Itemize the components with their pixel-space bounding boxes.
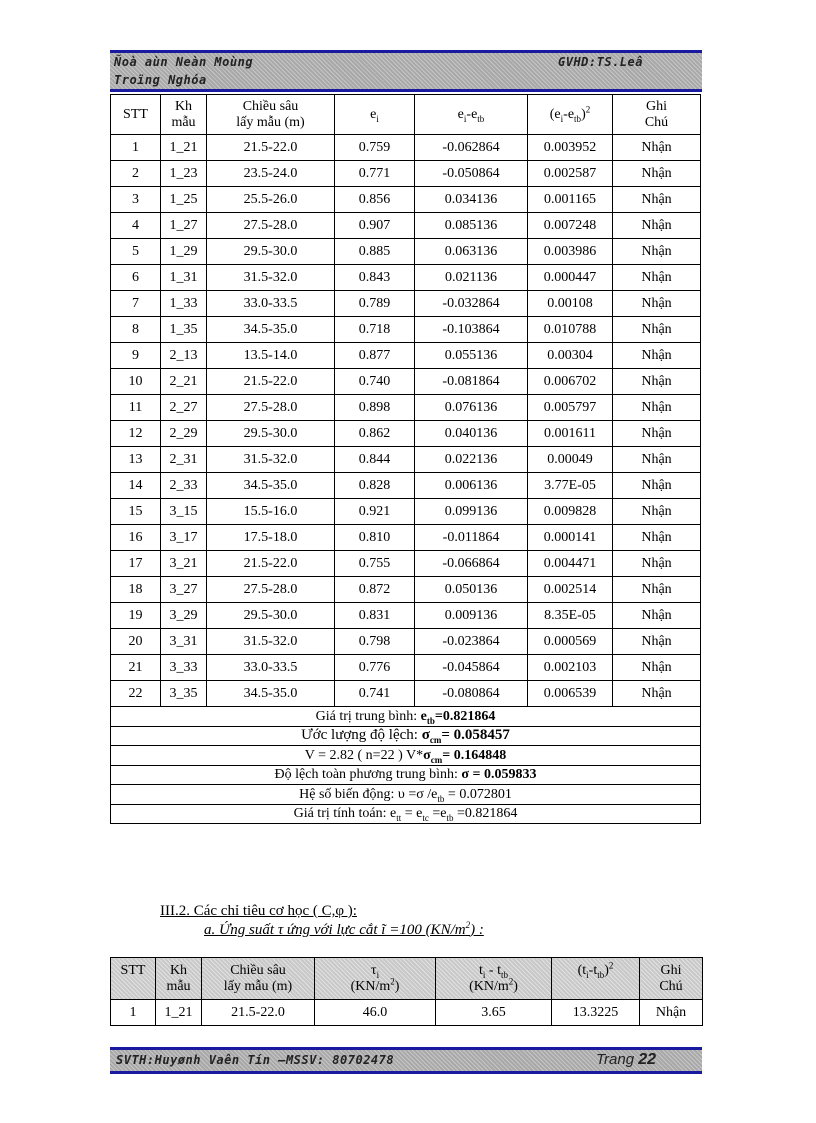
col-note: Ghi Chú (640, 958, 703, 1000)
table-row (111, 447, 701, 473)
table-row (111, 369, 701, 395)
summary-v-criterion: V = 2.82 ( n=22 ) $V*\sigma_{cm}= 0.164848$ (111, 746, 701, 766)
row-depth: 31.5-32.0 (207, 629, 335, 655)
row-sample-id: 3_21 (161, 551, 207, 577)
row-stt: 9 (111, 343, 161, 369)
row-note: Nhận (613, 551, 701, 577)
row-sample-id: 2_31 (161, 447, 207, 473)
row-stt: 5 (111, 239, 161, 265)
row-squared-dev: 0.003986 (528, 239, 613, 265)
summary-deviation-estimate: Ước lượng độ lệch: $\sigma_{cm}= 0.058457$ (111, 726, 701, 746)
row-stt: 7 (111, 291, 161, 317)
row-note: Nhận (613, 395, 701, 421)
row-value: 0.898 (335, 395, 415, 421)
row-stt: 21 (111, 655, 161, 681)
footer-student: SVTH:Huyønh Vaên Tín –MSSV: 80702478 (116, 1053, 395, 1067)
row-stt: 8 (111, 317, 161, 343)
row-note: Nhận (613, 473, 701, 499)
col-tau-diff: $t_i - t_{tb}$ $(KN/m^2)$ (436, 958, 552, 1000)
table-row (111, 629, 701, 655)
row-deviation: -0.023864 (415, 629, 528, 655)
row-deviation: 0.006136 (415, 473, 528, 499)
row-depth: 29.5-30.0 (207, 239, 335, 265)
row-value: 0.828 (335, 473, 415, 499)
table-row (111, 499, 701, 525)
row-value: 0.844 (335, 447, 415, 473)
row-note: Nhận (613, 369, 701, 395)
row-sample-id: 2_13 (161, 343, 207, 369)
row-depth: 21.5-22.0 (207, 135, 335, 161)
row-stt: 10 (111, 369, 161, 395)
row-sample-id: 2_21 (161, 369, 207, 395)
table-row (111, 317, 701, 343)
row-sample-id: 1_21 (156, 1000, 202, 1026)
table-row (111, 161, 701, 187)
row-stt: 19 (111, 603, 161, 629)
row-value: 0.718 (335, 317, 415, 343)
row-squared-dev: 0.000447 (528, 265, 613, 291)
row-deviation: -0.066864 (415, 551, 528, 577)
summary-calculated-value: Giá trị tính toán: $e_{tt} = e_{tc} =e_{tb} =0.821864$ (111, 804, 701, 824)
col-depth: Chiều sâu lấy mẫu (m) (207, 95, 335, 135)
row-squared-dev: 0.00304 (528, 343, 613, 369)
row-squared-dev: 0.010788 (528, 317, 613, 343)
row-sample-id: 3_15 (161, 499, 207, 525)
row-stt: 15 (111, 499, 161, 525)
col-depth: Chiều sâu lấy mẫu (m) (202, 958, 315, 1000)
row-stt: 13 (111, 447, 161, 473)
table-header-row (111, 95, 701, 135)
row-depth: 15.5-16.0 (207, 499, 335, 525)
summary-coefficient-variation: Hệ số biến động: υ =σ $/e_{tb} = 0.072801$ (111, 785, 701, 805)
row-deviation: 0.055136 (415, 343, 528, 369)
row-squared-dev: 0.006702 (528, 369, 613, 395)
row-squared-dev: 0.000569 (528, 629, 613, 655)
row-squared-dev: 8.35E-05 (528, 603, 613, 629)
row-value: 46.0 (315, 1000, 436, 1026)
row-sample-id: 3_31 (161, 629, 207, 655)
row-value: 0.771 (335, 161, 415, 187)
row-deviation: -0.103864 (415, 317, 528, 343)
header-subtitle: Troïng Nghóa (114, 73, 207, 87)
row-deviation: -0.062864 (415, 135, 528, 161)
row-depth: 29.5-30.0 (207, 421, 335, 447)
row-deviation: 0.021136 (415, 265, 528, 291)
footer-page: Trang 22 (596, 1051, 657, 1068)
row-depth: 27.5-28.0 (207, 577, 335, 603)
row-note: Nhận (613, 655, 701, 681)
row-depth: 31.5-32.0 (207, 447, 335, 473)
row-stt: 1 (111, 135, 161, 161)
row-deviation: -0.011864 (415, 525, 528, 551)
row-deviation: 0.085136 (415, 213, 528, 239)
row-deviation: 0.050136 (415, 577, 528, 603)
table-row (111, 239, 701, 265)
row-deviation: 3.65 (436, 1000, 552, 1026)
row-depth: 27.5-28.0 (207, 213, 335, 239)
row-squared-dev: 0.006539 (528, 681, 613, 707)
section-subtitle: a. Ứng suất τ ứng với lực cắt ĩ =100 $(KN/m^2)$ : (204, 920, 484, 938)
table-row (111, 265, 701, 291)
row-sample-id: 3_35 (161, 681, 207, 707)
row-note: Nhận (613, 499, 701, 525)
row-stt: 18 (111, 577, 161, 603)
row-depth: 25.5-26.0 (207, 187, 335, 213)
row-depth: 17.5-18.0 (207, 525, 335, 551)
row-stt: 17 (111, 551, 161, 577)
row-squared-dev: 0.009828 (528, 499, 613, 525)
row-note: Nhận (613, 317, 701, 343)
row-value: 0.872 (335, 577, 415, 603)
row-deviation: -0.080864 (415, 681, 528, 707)
row-stt: 6 (111, 265, 161, 291)
row-depth: 34.5-35.0 (207, 681, 335, 707)
page-footer (110, 1047, 702, 1074)
row-deviation: 0.009136 (415, 603, 528, 629)
row-note: Nhận (613, 343, 701, 369)
row-sample-id: 1_25 (161, 187, 207, 213)
row-value: 0.843 (335, 265, 415, 291)
row-squared-dev: 0.00108 (528, 291, 613, 317)
row-depth: 27.5-28.0 (207, 395, 335, 421)
row-stt: 22 (111, 681, 161, 707)
row-deviation: -0.081864 (415, 369, 528, 395)
row-sample-id: 1_33 (161, 291, 207, 317)
row-value: 0.776 (335, 655, 415, 681)
row-note: Nhận (613, 603, 701, 629)
row-note: Nhận (613, 447, 701, 473)
col-sample-id: Kh mẫu (156, 958, 202, 1000)
row-depth: 21.5-22.0 (207, 369, 335, 395)
row-value: 0.831 (335, 603, 415, 629)
row-stt: 11 (111, 395, 161, 421)
row-squared-dev: 0.005797 (528, 395, 613, 421)
row-squared-dev: 13.3225 (552, 1000, 640, 1026)
row-value: 0.789 (335, 291, 415, 317)
row-value: 0.862 (335, 421, 415, 447)
row-note: Nhận (613, 577, 701, 603)
table-row (111, 135, 701, 161)
row-depth: 33.0-33.5 (207, 655, 335, 681)
row-note: Nhận (613, 291, 701, 317)
row-value: 0.755 (335, 551, 415, 577)
row-depth: 23.5-24.0 (207, 161, 335, 187)
table-header-row (111, 958, 703, 1000)
row-squared-dev: 0.002103 (528, 655, 613, 681)
table-row (111, 343, 701, 369)
row-depth: 31.5-32.0 (207, 265, 335, 291)
table-row (111, 577, 701, 603)
row-value: 0.798 (335, 629, 415, 655)
row-sample-id: 1_27 (161, 213, 207, 239)
col-sample-id: Kh mẫu (161, 95, 207, 135)
table-row (111, 655, 701, 681)
row-squared-dev: 0.001165 (528, 187, 613, 213)
row-sample-id: 1_21 (161, 135, 207, 161)
row-deviation: 0.099136 (415, 499, 528, 525)
row-value: 0.907 (335, 213, 415, 239)
row-sample-id: 2_29 (161, 421, 207, 447)
row-squared-dev: 0.00049 (528, 447, 613, 473)
row-squared-dev: 0.003952 (528, 135, 613, 161)
page-number: 22 (638, 1051, 657, 1068)
row-depth: 33.0-33.5 (207, 291, 335, 317)
table-row (111, 551, 701, 577)
page-header (110, 50, 702, 92)
row-deviation: 0.063136 (415, 239, 528, 265)
table-row (111, 421, 701, 447)
section-title: III.2. Các chỉ tiêu cơ học ( C,φ ): (160, 903, 357, 919)
table-row (111, 291, 701, 317)
row-squared-dev: 0.007248 (528, 213, 613, 239)
row-sample-id: 3_17 (161, 525, 207, 551)
row-stt: 14 (111, 473, 161, 499)
row-stt: 20 (111, 629, 161, 655)
row-stt: 12 (111, 421, 161, 447)
row-value: 0.759 (335, 135, 415, 161)
row-depth: 21.5-22.0 (202, 1000, 315, 1026)
row-note: Nhận (613, 135, 701, 161)
table-row (111, 525, 701, 551)
col-stt: STT (111, 95, 161, 135)
table-row (111, 213, 701, 239)
row-note: Nhận (613, 213, 701, 239)
row-depth: 34.5-35.0 (207, 473, 335, 499)
row-deviation: 0.076136 (415, 395, 528, 421)
row-squared-dev: 0.001611 (528, 421, 613, 447)
col-tau: $\tau_i$ $(KN/m^2)$ (315, 958, 436, 1000)
row-deviation: -0.032864 (415, 291, 528, 317)
row-note: Nhận (613, 265, 701, 291)
row-note: Nhận (640, 1000, 703, 1026)
row-value: 0.877 (335, 343, 415, 369)
row-stt: 2 (111, 161, 161, 187)
row-sample-id: 3_29 (161, 603, 207, 629)
row-squared-dev: 0.000141 (528, 525, 613, 551)
row-sample-id: 2_33 (161, 473, 207, 499)
row-depth: 34.5-35.0 (207, 317, 335, 343)
row-stt: 16 (111, 525, 161, 551)
row-squared-dev: 0.002514 (528, 577, 613, 603)
table-row (111, 1000, 703, 1026)
row-sample-id: 1_35 (161, 317, 207, 343)
row-sample-id: 1_29 (161, 239, 207, 265)
row-depth: 13.5-14.0 (207, 343, 335, 369)
table-row (111, 473, 701, 499)
row-stt: 1 (111, 1000, 156, 1026)
row-stt: 4 (111, 213, 161, 239)
row-sample-id: 2_27 (161, 395, 207, 421)
col-ei: $e_i$ (335, 95, 415, 135)
row-note: Nhận (613, 161, 701, 187)
row-squared-dev: 0.002587 (528, 161, 613, 187)
summary-std-deviation: Độ lệch toàn phương trung bình: σ = 0.059833 (111, 765, 701, 785)
summary-mean: Giá trị trung bình: $e_{tb}=0.821864$ (111, 707, 701, 727)
table-row (111, 681, 701, 707)
row-value: 0.810 (335, 525, 415, 551)
row-deviation: 0.022136 (415, 447, 528, 473)
row-sample-id: 1_23 (161, 161, 207, 187)
table-row (111, 187, 701, 213)
row-note: Nhận (613, 525, 701, 551)
row-squared-dev: 3.77E-05 (528, 473, 613, 499)
col-ei-minus-etb: $e_i-e_{tb}$ (415, 95, 528, 135)
col-squared-dev: $(e_i-e_{tb})^2$ (528, 95, 613, 135)
row-deviation: 0.040136 (415, 421, 528, 447)
row-value: 0.856 (335, 187, 415, 213)
row-note: Nhận (613, 239, 701, 265)
row-sample-id: 1_31 (161, 265, 207, 291)
row-deviation: 0.034136 (415, 187, 528, 213)
void-ratio-table (110, 94, 701, 824)
col-squared-dev: $(t_i-t_{tb})^2$ (552, 958, 640, 1000)
row-deviation: -0.050864 (415, 161, 528, 187)
col-note: Ghi Chú (613, 95, 701, 135)
row-sample-id: 3_27 (161, 577, 207, 603)
row-stt: 3 (111, 187, 161, 213)
table-row (111, 395, 701, 421)
row-value: 0.885 (335, 239, 415, 265)
row-depth: 29.5-30.0 (207, 603, 335, 629)
shear-stress-table (110, 957, 703, 1026)
row-sample-id: 3_33 (161, 655, 207, 681)
row-note: Nhận (613, 187, 701, 213)
row-value: 0.921 (335, 499, 415, 525)
header-advisor: GVHD:TS.Leâ (558, 55, 643, 69)
col-stt: STT (111, 958, 156, 1000)
row-value: 0.741 (335, 681, 415, 707)
row-value: 0.740 (335, 369, 415, 395)
header-title: Ñoà aùn Neàn Moùng (114, 55, 254, 69)
row-note: Nhận (613, 629, 701, 655)
row-note: Nhận (613, 421, 701, 447)
row-note: Nhận (613, 681, 701, 707)
row-squared-dev: 0.004471 (528, 551, 613, 577)
row-deviation: -0.045864 (415, 655, 528, 681)
table-row (111, 603, 701, 629)
row-depth: 21.5-22.0 (207, 551, 335, 577)
